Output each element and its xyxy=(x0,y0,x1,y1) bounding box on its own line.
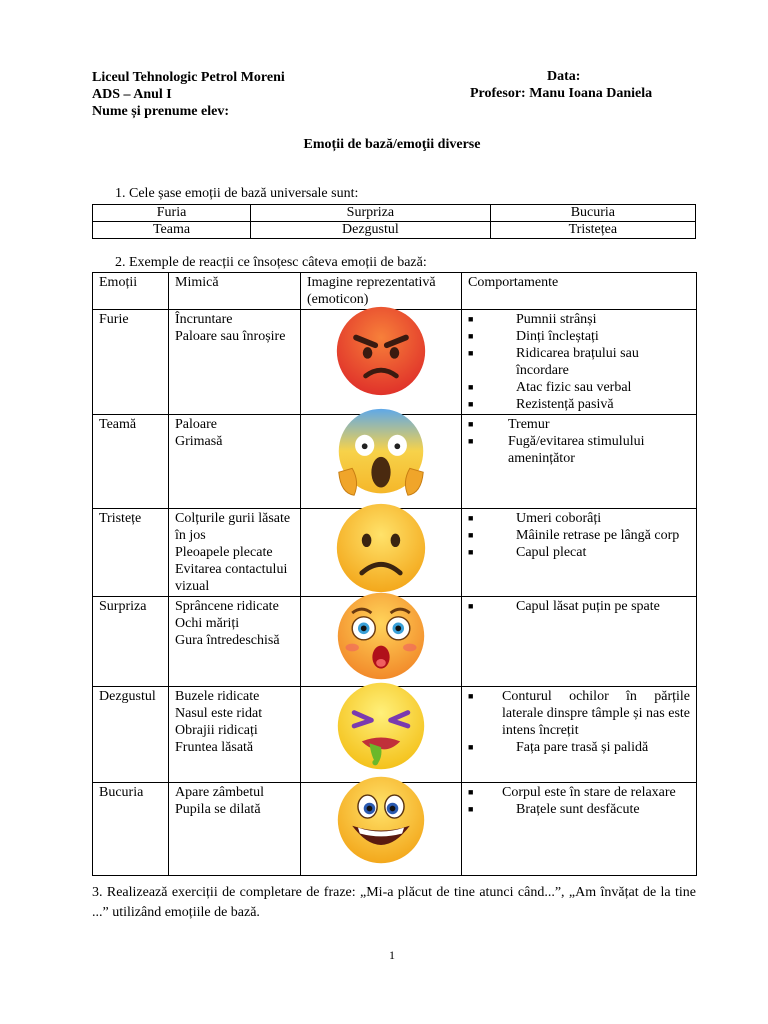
behavior-item: ■ Pumnii strânși xyxy=(468,312,597,327)
mimic-item: Fruntea lăsată xyxy=(175,740,254,755)
behavior-item: ■ Tremur xyxy=(468,417,550,432)
school-name: Liceul Tehnologic Petrol Moreni xyxy=(92,70,285,85)
mimic-item: Grimasă xyxy=(175,434,223,449)
behavior-item: ■ Mâinile retrase pe lângă corp xyxy=(468,528,680,543)
question-1-text: 1. Cele șase emoții de bază universale sunt: xyxy=(115,186,359,201)
mimic-item: Buzele ridicate xyxy=(175,689,260,704)
header-behavior: Comportamente xyxy=(462,273,697,310)
emotion-cell: Dezgustul xyxy=(93,687,169,783)
behavior-item: ■ Fugă/evitarea stimulului amenințător xyxy=(468,434,645,466)
mimic-item: Evitarea contactului vizual xyxy=(175,562,288,594)
behavior-item: ■ Rezistență pasivă xyxy=(468,397,614,412)
behavior-cell xyxy=(462,509,697,597)
sad-face-icon xyxy=(333,500,429,596)
table-row xyxy=(93,205,696,222)
table-cell: Tristețea xyxy=(490,222,695,239)
mimic-item: Ochi măriți xyxy=(175,616,240,631)
behavior-cell xyxy=(462,415,697,509)
behavior-cell xyxy=(462,687,697,783)
behavior-cell xyxy=(462,310,697,415)
mimic-cell xyxy=(169,687,301,783)
behavior-cell xyxy=(462,783,697,876)
header-mimic: Mimică xyxy=(169,273,301,310)
mimic-cell xyxy=(169,310,301,415)
behavior-item: ■ Capul plecat xyxy=(468,545,587,560)
mimic-item: Pleoapele plecate xyxy=(175,545,273,560)
mimic-item: Obrajii ridicați xyxy=(175,723,258,738)
behavior-item: ■ Atac fizic sau verbal xyxy=(468,380,632,395)
behavior-item: ■ Conturul ochilor în părțile laterale dinspre tâmple și nas este intens încrețit xyxy=(468,689,690,738)
behavior-item: ■ Fața pare trasă și palidă xyxy=(468,740,649,755)
behavior-item: ■ Umeri coborâți xyxy=(468,511,602,526)
question-2-text: 2. Exemple de reacții ce însoțesc câteva emoții de bază: xyxy=(115,255,427,270)
mimic-cell xyxy=(169,597,301,687)
header-emotion: Emoții xyxy=(93,273,169,310)
mimic-item: Gura întredeschisă xyxy=(175,633,280,648)
mimic-item: Pupila se dilată xyxy=(175,802,261,817)
emotion-cell: Bucuria xyxy=(93,783,169,876)
header-left xyxy=(92,69,285,120)
emotion-cell: Teamă xyxy=(93,415,169,509)
basic-emotions-table xyxy=(92,204,696,239)
mimic-cell xyxy=(169,415,301,509)
mimic-cell xyxy=(169,783,301,876)
mimic-item: Apare zâmbetul xyxy=(175,785,265,800)
teacher-label: Profesor: Manu Ioana Daniela xyxy=(470,86,653,101)
emotion-cell: Surpriza xyxy=(93,597,169,687)
surprised-face-icon xyxy=(333,588,429,684)
mimic-item: Paloare xyxy=(175,417,217,432)
disgusted-face-icon xyxy=(333,678,429,774)
table-cell: Dezgustul xyxy=(251,222,491,239)
header-image: Imagine reprezentativă (emoticon) xyxy=(301,273,462,310)
table-cell: Furia xyxy=(93,205,251,222)
behavior-item: ■ Corpul este în stare de relaxare xyxy=(468,785,676,800)
mimic-item: Încruntare xyxy=(175,312,233,327)
course-name: ADS – Anul I xyxy=(92,87,172,102)
student-name-label: Nume și prenume elev: xyxy=(92,104,229,119)
behavior-item: ■ Brațele sunt desfăcute xyxy=(468,802,640,817)
happy-face-icon xyxy=(333,772,429,868)
angry-face-icon xyxy=(333,303,429,399)
mimic-item: Colțurile gurii lăsate în jos xyxy=(175,511,291,543)
mimic-item: Paloare sau înroșire xyxy=(175,329,286,344)
behavior-item: ■ Capul lăsat puțin pe spate xyxy=(468,599,660,614)
table-cell: Teama xyxy=(93,222,251,239)
emotion-cell: Tristețe xyxy=(93,509,169,597)
mimic-item: Sprâncene ridicate xyxy=(175,599,279,614)
page-title: Emoții de bază/emoţii diverse xyxy=(303,137,481,152)
behavior-cell xyxy=(462,597,697,687)
table-row xyxy=(93,222,696,239)
mimic-item: Nasul este ridat xyxy=(175,706,263,721)
behavior-item: ■ Dinți încleștați xyxy=(468,329,599,344)
page-number: 1 xyxy=(389,948,395,962)
table-cell: Bucuria xyxy=(490,205,695,222)
emotion-cell: Furie xyxy=(93,310,169,415)
behavior-item: ■ Ridicarea brațului sau încordare xyxy=(468,346,639,378)
table-cell: Surpriza xyxy=(251,205,491,222)
question-3-text: 3. Realizează exerciții de completare de fraze: „Mi-a plăcut de tine atunci când...”, „Am învățat de la tine ...” utilizând emoțiile de bază. xyxy=(92,885,696,920)
mimic-cell xyxy=(169,509,301,597)
date-label: Data: xyxy=(547,69,581,84)
screaming-in-fear-face-icon xyxy=(333,405,429,501)
